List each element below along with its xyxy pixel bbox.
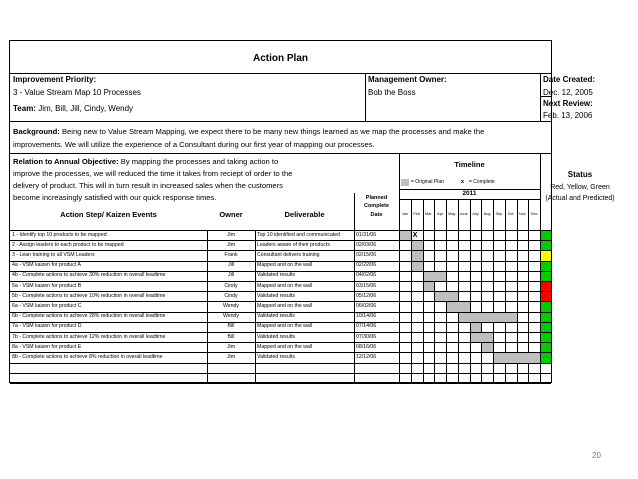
background-text-1: Being new to Value Stream Mapping, we expect there to be many new things learned as we map the processes and make the	[61, 127, 485, 136]
column-divider	[399, 230, 400, 384]
gantt-bar	[482, 343, 493, 352]
status-cell-green	[541, 262, 551, 271]
gantt-bar	[459, 313, 517, 322]
relation-text-2: improve the processes, we will reduced the time it takes from reciept of order to the	[13, 169, 293, 178]
status-cell-red	[541, 282, 551, 291]
relation-line-1	[13, 158, 278, 166]
action-step-text: 1 - Identify top 10 products to be mapped	[12, 231, 107, 238]
background-label: Background:	[13, 127, 60, 136]
status-cell-green	[541, 272, 551, 281]
planned-header-1: Planned	[365, 195, 388, 201]
row-divider	[10, 363, 551, 364]
relation-label: Relation to Annual Objective:	[13, 157, 119, 166]
relation-text-1: By mapping the processes and taking action to	[120, 157, 279, 166]
status-cell-green	[541, 353, 551, 362]
action-step-text: 8b - Complete actions to achieve 8% reduction in overall leadtime	[12, 353, 163, 360]
deliverable-text: Leaders aware of their products	[257, 241, 330, 248]
action-step-text: 7a - VSM kaizen for product D	[12, 323, 82, 330]
month-header-cell: June	[459, 212, 468, 216]
status-cell-yellow	[541, 251, 551, 260]
month-header-cell: Apr	[437, 212, 444, 216]
action-step-text: 6a - VSM kaizen for product C	[12, 302, 82, 309]
status-cell-green	[541, 343, 551, 352]
status-line-1: Red, Yellow, Green	[550, 184, 610, 191]
month-header-cell: Dec	[530, 212, 538, 216]
planned-date-text: 02/03/06	[356, 241, 377, 248]
column-header-deliverable: Deliverable	[284, 210, 325, 219]
status-cell-green	[541, 302, 551, 311]
planned-date-text: 06/02/06	[356, 302, 377, 309]
owner-text: Wendy	[222, 302, 240, 309]
status-cell-green	[541, 231, 551, 240]
gantt-bar	[424, 272, 447, 281]
month-header-cell: Nov	[518, 212, 526, 216]
planned-date-text: 05/12/06	[356, 292, 377, 299]
planned-date-text: 03/15/06	[356, 282, 377, 289]
column-header-owner: Owner	[219, 210, 243, 219]
deliverable-text: Validated results	[257, 333, 295, 340]
owner-text: Cindy	[224, 292, 238, 299]
status-cell-green	[541, 323, 551, 332]
column-divider	[354, 230, 355, 384]
team-value: Jim, Bill, Jill, Cindy, Wendy	[38, 104, 134, 113]
planned-date-text: 01/31/06	[356, 231, 377, 238]
planned-date-text: 04/02/06	[356, 272, 377, 279]
deliverable-text: Consultant delivers training	[257, 251, 320, 258]
status-cell-green	[541, 333, 551, 342]
management-owner-label: Management Owner:	[368, 75, 447, 84]
month-header-cell: July	[471, 212, 479, 216]
month-header-cell: Aug	[483, 212, 491, 216]
owner-text: Jim	[226, 343, 236, 350]
gantt-bar	[424, 282, 435, 291]
timeline-year: 2011	[462, 190, 477, 197]
action-step-text: 3 - Lean training to all VSM Leaders	[12, 251, 95, 258]
deliverable-text: Validated results	[257, 313, 295, 320]
improvement-priority-value: 3 - Value Stream Map 10 Processes	[13, 88, 141, 97]
gantt-bar	[400, 231, 411, 240]
gantt-bar	[412, 251, 423, 260]
relation-text-3: delivery of product. This will in turn result in increased sales when the customers	[13, 181, 283, 190]
team-label: Team:	[13, 104, 36, 113]
planned-date-text: 08/16/06	[356, 343, 377, 350]
action-step-text: 6b - Complete actions to achieve 28% reduction in overall leadtime	[12, 313, 166, 320]
legend-x-mark: x	[461, 179, 465, 185]
action-step-text: 5b - Complete actions to achieve 10% reduction in overall leadtime	[12, 292, 166, 299]
month-header-cell: Mar	[425, 212, 432, 216]
timeline-label: Timeline	[454, 160, 485, 169]
month-header-cell: Oct	[507, 212, 514, 216]
planned-date-text: 10/14/06	[356, 313, 377, 320]
month-header-cell: May	[448, 212, 456, 216]
gantt-bar	[412, 241, 423, 250]
page-number: 20	[592, 451, 601, 460]
gantt-bar	[494, 353, 540, 362]
page-title: Action Plan	[252, 53, 308, 64]
row-divider	[10, 373, 551, 374]
next-review-label: Next Review:	[543, 99, 593, 108]
planned-date-text: 07/30/06	[356, 333, 377, 340]
owner-text: Bill	[227, 323, 235, 330]
legend-swatch-original	[401, 179, 409, 186]
date-created-label: Date Created:	[543, 75, 596, 84]
action-step-text: 4a - VSM kaizen for product A	[12, 262, 81, 269]
deliverable-text: Mapped and on the wall	[257, 282, 313, 289]
action-step-text: 7b - Complete actions to achieve 12% reduction in overall leadtime	[12, 333, 166, 340]
owner-text: Jim	[226, 231, 236, 238]
status-line-2: (Actual and Predicted)	[545, 195, 615, 202]
gantt-bar	[447, 302, 470, 311]
action-step-text: 8a - VSM kaizen for product E	[12, 343, 82, 350]
gantt-bar	[471, 333, 494, 342]
deliverable-text: Mapped and on the wall	[257, 323, 313, 330]
owner-text: Wendy	[222, 313, 240, 320]
deliverable-text: Validated results	[257, 292, 295, 299]
planned-date-text: 12/12/06	[356, 353, 377, 360]
action-step-text: 2 - Assign leaders to each product to be mapped	[12, 241, 124, 248]
gantt-bar	[435, 292, 458, 301]
column-header-step: Action Step/ Kaizen Events	[60, 210, 157, 219]
complete-mark: X	[412, 232, 418, 239]
deliverable-text: Mapped and on the wall	[257, 302, 313, 309]
status-cell-red	[541, 292, 551, 301]
owner-text: Jim	[226, 241, 236, 248]
owner-text: Bill	[227, 333, 235, 340]
owner-text: Jim	[226, 353, 236, 360]
action-step-text: 5a - VSM kaizen for product B	[12, 282, 82, 289]
month-header-cell: Jan	[401, 212, 408, 216]
background-text-2: improvements. We will utilize the experience of a Consultant during our first year of mapping our processes.	[13, 140, 375, 149]
background-line-1	[13, 128, 484, 136]
legend-complete-text: = Complete	[469, 179, 495, 185]
owner-text: Frank	[224, 251, 238, 258]
status-cell-green	[541, 313, 551, 322]
owner-text: Jill	[227, 262, 235, 269]
gantt-bar	[412, 262, 423, 271]
owner-text: Cindy	[224, 282, 238, 289]
gantt-bar	[471, 323, 482, 332]
planned-date-text: 02/22/06	[356, 262, 377, 269]
planned-date-text: 07/14/06	[356, 323, 377, 330]
action-plan-sheet	[9, 40, 615, 383]
status-cell-green	[541, 241, 551, 250]
deliverable-text: Mapped and on the wall	[257, 262, 313, 269]
planned-date-text: 02/15/06	[356, 251, 377, 258]
legend-original-text: = Original Plan	[411, 179, 444, 185]
deliverable-text: Validated results	[257, 353, 295, 360]
deliverable-text: Top 10 identified and communicated	[257, 231, 341, 238]
row-divider	[10, 383, 551, 384]
relation-text-4: become increasingly satisfied with our quick response times.	[13, 193, 217, 202]
date-created-value: Dec. 12, 2005	[543, 88, 593, 97]
planned-header-2: Complete	[363, 203, 390, 209]
row-divider	[10, 281, 551, 282]
action-step-text: 4b - Complete actions to achieve 30% reduction in overall leadtime	[12, 272, 166, 279]
owner-text: Jill	[227, 272, 235, 279]
month-header-cell: Feb	[413, 212, 420, 216]
team-line	[13, 105, 133, 113]
deliverable-text: Mapped and on the wall	[257, 343, 313, 350]
improvement-priority-label: Improvement Priority:	[13, 75, 97, 84]
status-label: Status	[567, 170, 593, 179]
deliverable-text: Validated results	[257, 272, 295, 279]
month-header-cell: Sep	[495, 212, 503, 216]
next-review-value: Feb. 13, 2006	[543, 111, 593, 120]
planned-header-3: Date	[370, 212, 383, 218]
management-owner-value: Bob the Boss	[368, 88, 416, 97]
